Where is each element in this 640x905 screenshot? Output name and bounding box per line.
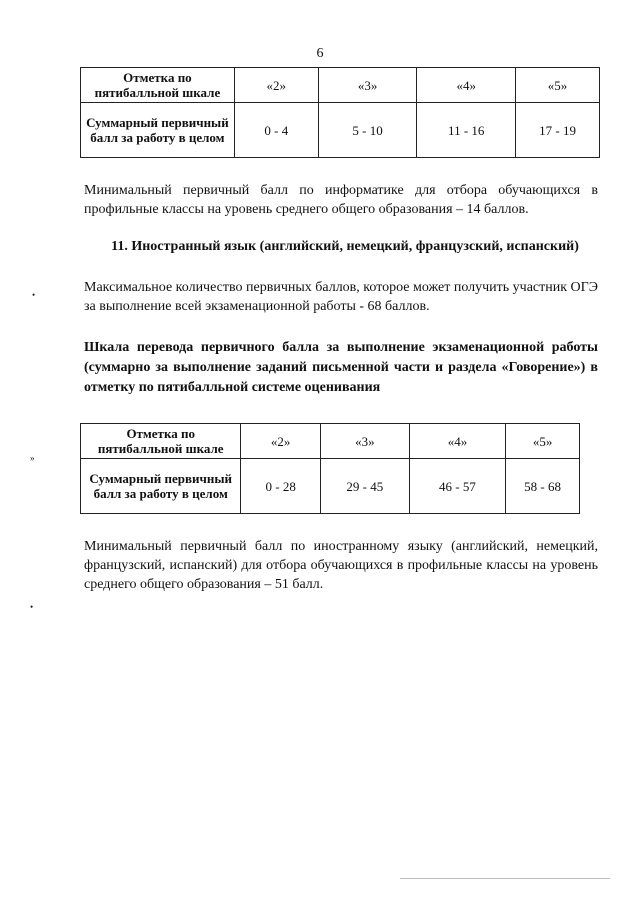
score-cell: 5 - 10 [318,103,417,158]
grade-cell: «3» [320,424,409,459]
section-11-heading: 11. Иностранный язык (английский, немецкий, французский, испанский) [111,239,579,254]
grade-cell: «2» [241,424,320,459]
max-score-text: Максимальное количество первичных баллов, которое может получить участник ОГЭ за выполнение всей экзаменационной работы - 68 баллов. [84,280,599,314]
score-cell: 46 - 57 [409,459,505,514]
score-cell: 58 - 68 [506,459,580,514]
table-row [81,68,600,103]
grade-cell: «4» [417,68,516,103]
table-row [81,424,580,459]
table-row [81,103,600,158]
row-label-grade: Отметка по пятибалльной шкале [81,68,235,103]
informatics-min-score-text: Минимальный первичный балл по информатике для отбора обучающихся в профильные классы на уровень среднего общего образования – 14 баллов. [84,183,598,217]
row-label-grade: Отметка по пятибалльной шкале [81,424,241,459]
row-label-score: Суммарный первичный балл за работу в целом [81,459,241,514]
page-number: 6 [316,46,324,61]
grade-scale-table-foreign-language [80,423,580,514]
score-cell: 29 - 45 [320,459,409,514]
foreign-min-score-text: Минимальный первичный балл по иностранному языку (английский, немецкий, французский, испанский) для отбора обучающихся в профильные классы на уровень среднего общего образования – 51 балл. [84,539,598,592]
grade-cell: «3» [318,68,417,103]
score-cell: 0 - 4 [234,103,318,158]
footer-divider [400,878,610,879]
table-row [81,459,580,514]
score-cell: 17 - 19 [516,103,600,158]
scale-title: Шкала перевода первичного балла за выполнение экзаменационной работы (суммарно за выполнение заданий письменной части и раздела «Говорение») в отметку по пятибалльной системе оценивания [84,340,598,395]
grade-cell: «4» [409,424,505,459]
margin-mark: • [30,602,34,612]
margin-mark: » [30,453,35,463]
grade-cell: «5» [506,424,580,459]
grade-scale-table-informatics [80,67,600,158]
row-label-score: Суммарный первичный балл за работу в целом [81,103,235,158]
grade-cell: «5» [516,68,600,103]
margin-mark: • [32,290,36,300]
score-cell: 11 - 16 [417,103,516,158]
score-cell: 0 - 28 [241,459,320,514]
grade-cell: «2» [234,68,318,103]
